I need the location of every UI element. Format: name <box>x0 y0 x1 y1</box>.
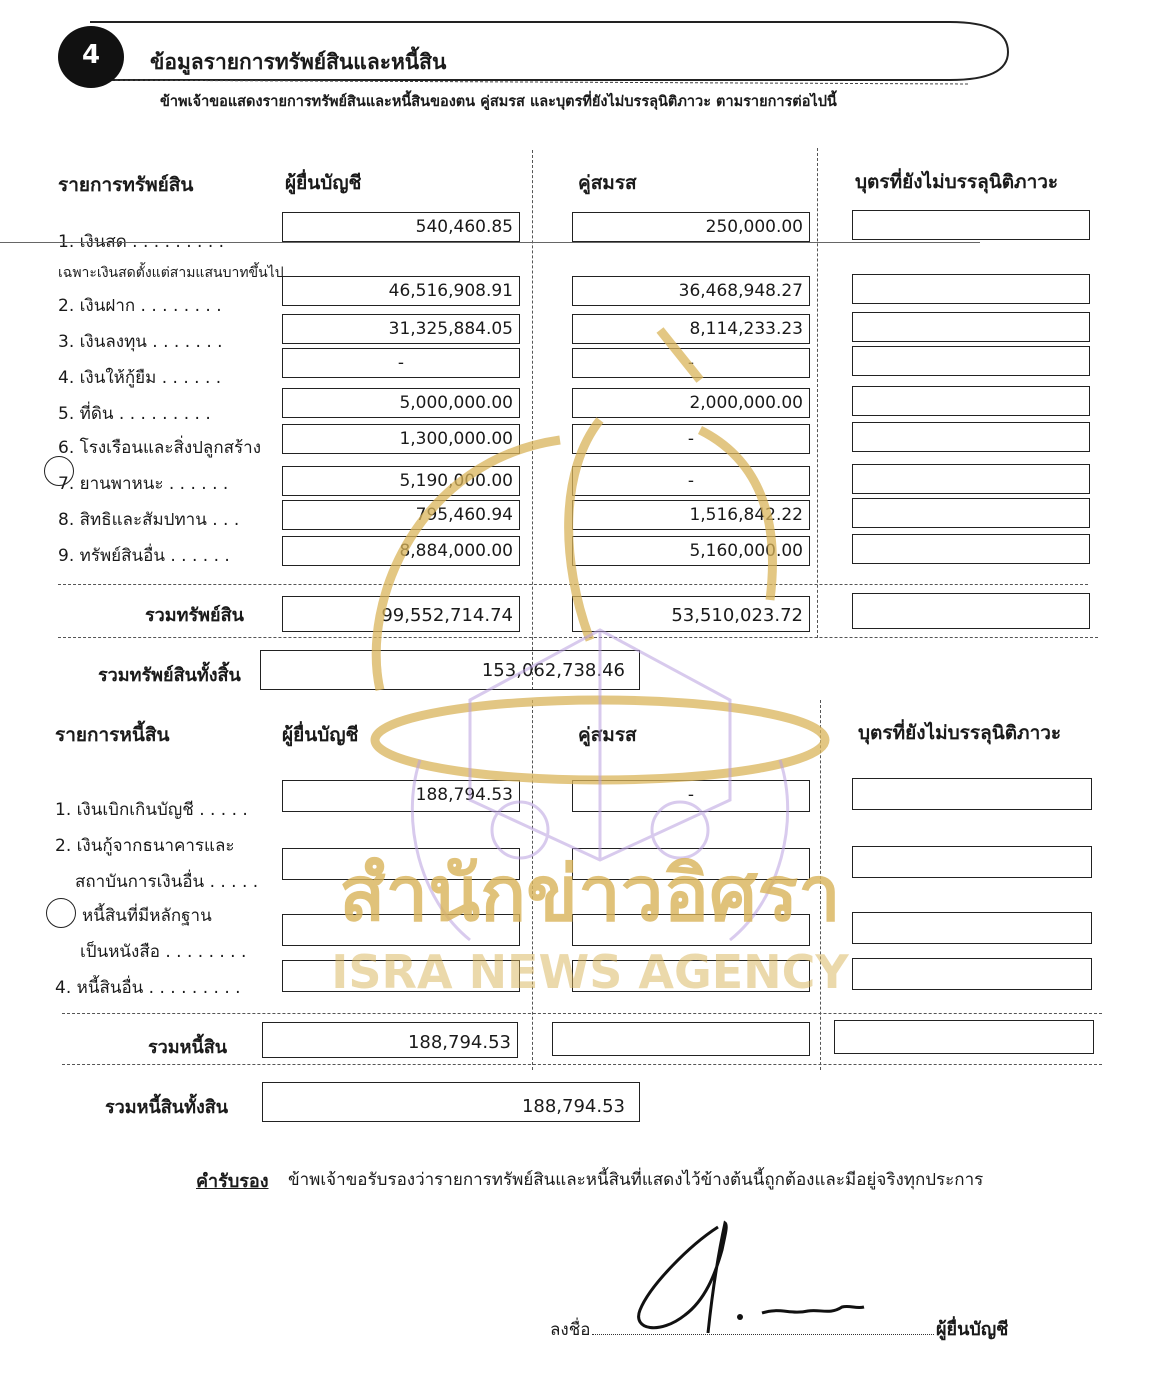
liab-total-label: รวมหนี้สิน <box>148 1037 228 1058</box>
asset-row-spouse: - <box>572 466 810 496</box>
section-subtitle: ข้าพเจ้าขอแสดงรายการทรัพย์สินและหนี้สินของตน คู่สมรส และบุตรที่ยังไม่บรรลุนิติภาวะ ตามรายการต่อไปนี้ <box>160 94 837 110</box>
divider <box>62 1013 1102 1014</box>
asset-row-spouse: 2,000,000.00 <box>572 388 810 418</box>
asset-row-spouse: - <box>572 348 810 378</box>
asset-row-child <box>852 274 1090 304</box>
asset-row-label: 8. สิทธิและสัมปทาน . . . <box>58 510 240 530</box>
asset-row-spouse: 36,468,948.27 <box>572 276 810 306</box>
liab-row3-spouse <box>572 914 810 946</box>
asset-row-filer: 795,460.94 <box>282 500 520 530</box>
liab-row4-spouse <box>572 960 810 992</box>
asset-row-filer: 540,460.85 <box>282 212 520 242</box>
liab-row2-filer <box>282 848 520 880</box>
column-divider <box>817 148 818 638</box>
asset-row-child <box>852 386 1090 416</box>
asset-row-filer: 8,884,000.00 <box>282 536 520 566</box>
liab-row4-filer <box>282 960 520 992</box>
assets-total-spouse: 53,510,023.72 <box>572 596 810 632</box>
cash-note: เฉพาะเงินสดตั้งแต่สามแสนบาทขึ้นไป <box>58 265 284 281</box>
liab-col-spouse: คู่สมรส <box>578 724 637 746</box>
asset-row-spouse: 1,516,842.22 <box>572 500 810 530</box>
asset-row-filer: 46,516,908.91 <box>282 276 520 306</box>
sign-label: ลงชื่อ <box>550 1320 591 1340</box>
assets-total-filer: 99,552,714.74 <box>282 596 520 632</box>
asset-row-child <box>852 422 1090 452</box>
liab-row1-label: 1. เงินเบิกเกินบัญชี . . . . . <box>55 800 248 820</box>
asset-row-filer: 5,000,000.00 <box>282 388 520 418</box>
assets-grand-label: รวมทรัพย์สินทั้งสิ้น <box>98 665 241 686</box>
liab-row1-filer: 188,794.53 <box>282 780 520 812</box>
divider <box>58 584 1088 585</box>
watermark-thai: สำนักข่าวอิศรา <box>339 849 841 938</box>
signer-role: ผู้ยื่นบัญชี <box>936 1319 1009 1340</box>
liab-total-spouse <box>552 1022 810 1056</box>
asset-row-spouse: 5,160,000.00 <box>572 536 810 566</box>
asset-row-child <box>852 464 1090 494</box>
asset-row-label: 9. ทรัพย์สินอื่น . . . . . . <box>58 546 230 566</box>
section-number: 4 <box>81 40 101 70</box>
asset-row-label: 3. เงินลงทุน . . . . . . . <box>58 332 223 352</box>
liab-row2-label-a: 2. เงินกู้จากธนาคารและ <box>55 836 235 856</box>
assets-col-filer: ผู้ยื่นบัญชี <box>285 172 362 194</box>
assets-grand-value: 153,062,738.46 <box>260 650 640 690</box>
liab-row3-child <box>852 912 1092 944</box>
liab-heading: รายการหนี้สิน <box>55 724 170 746</box>
asset-row-spouse: 8,114,233.23 <box>572 314 810 344</box>
cert-heading: คำรับรอง <box>196 1171 269 1192</box>
column-divider <box>532 700 533 1070</box>
section-title: ข้อมูลรายการทรัพย์สินและหนี้สิน <box>150 50 447 74</box>
cash-underline <box>0 242 980 243</box>
liab-row1-child <box>852 778 1092 810</box>
punch-hole <box>46 898 76 928</box>
liab-total-child <box>834 1020 1094 1054</box>
liab-row2-spouse <box>572 848 810 880</box>
asset-row-filer: 31,325,884.05 <box>282 314 520 344</box>
assets-heading: รายการทรัพย์สิน <box>58 174 194 196</box>
assets-col-child: บุตรที่ยังไม่บรรลุนิติภาวะ <box>855 171 1059 193</box>
assets-total-child <box>852 593 1090 629</box>
asset-row-child <box>852 210 1090 240</box>
liab-row4-label: 4. หนี้สินอื่น . . . . . . . . . <box>55 978 241 998</box>
asset-row-filer: 5,190,000.00 <box>282 466 520 496</box>
column-divider <box>532 150 533 690</box>
assets-total-label: รวมทรัพย์สิน <box>145 605 244 626</box>
asset-row-filer: 1,300,000.00 <box>282 424 520 454</box>
liab-row2-label-b: สถาบันการเงินอื่น . . . . . <box>75 872 259 892</box>
column-divider <box>820 700 821 1070</box>
liab-row2-child <box>852 846 1092 878</box>
liab-col-child: บุตรที่ยังไม่บรรลุนิติภาวะ <box>858 722 1062 744</box>
asset-row-child <box>852 312 1090 342</box>
liab-total-filer: 188,794.53 <box>262 1022 518 1058</box>
asset-row-label: 4. เงินให้กู้ยืม . . . . . . <box>58 368 222 388</box>
asset-row-label: 7. ยานพาหนะ . . . . . . <box>58 474 229 494</box>
liab-row1-spouse: - <box>572 780 810 812</box>
signature <box>630 1215 880 1345</box>
divider <box>62 1064 1102 1065</box>
cert-text: ข้าพเจ้าขอรับรองว่ารายการทรัพย์สินและหนี้สินที่แสดงไว้ข้างต้นนี้ถูกต้องและมีอยู่จริงทุกประการ <box>288 1170 984 1190</box>
liab-col-filer: ผู้ยื่นบัญชี <box>282 724 359 746</box>
asset-row-label: 1. เงินสด . . . . . . . . . <box>58 232 225 252</box>
assets-col-spouse: คู่สมรส <box>578 172 637 194</box>
asset-row-spouse: - <box>572 424 810 454</box>
liab-row4-child <box>852 958 1092 990</box>
asset-row-child <box>852 498 1090 528</box>
asset-row-filer: - <box>282 348 520 378</box>
punch-hole <box>44 456 74 486</box>
liab-row3-filer <box>282 914 520 946</box>
liab-grand-label: รวมหนี้สินทั้งสิน <box>105 1097 229 1118</box>
asset-row-label: 5. ที่ดิน . . . . . . . . . <box>58 404 211 424</box>
watermark-english: ISRA NEWS AGENCY <box>331 945 849 999</box>
asset-row-label: 2. เงินฝาก . . . . . . . . <box>58 296 222 316</box>
liab-grand-value: 188,794.53 <box>262 1082 640 1122</box>
divider <box>58 637 1098 638</box>
asset-row-spouse: 250,000.00 <box>572 212 810 242</box>
asset-row-label: 6. โรงเรือนและสิ่งปลูกสร้าง <box>58 438 261 458</box>
asset-row-child <box>852 534 1090 564</box>
liab-row3-label-a: หนี้สินที่มีหลักฐาน <box>82 906 212 926</box>
asset-row-child <box>852 346 1090 376</box>
liab-row3-label-b: เป็นหนังสือ . . . . . . . . <box>80 942 247 962</box>
